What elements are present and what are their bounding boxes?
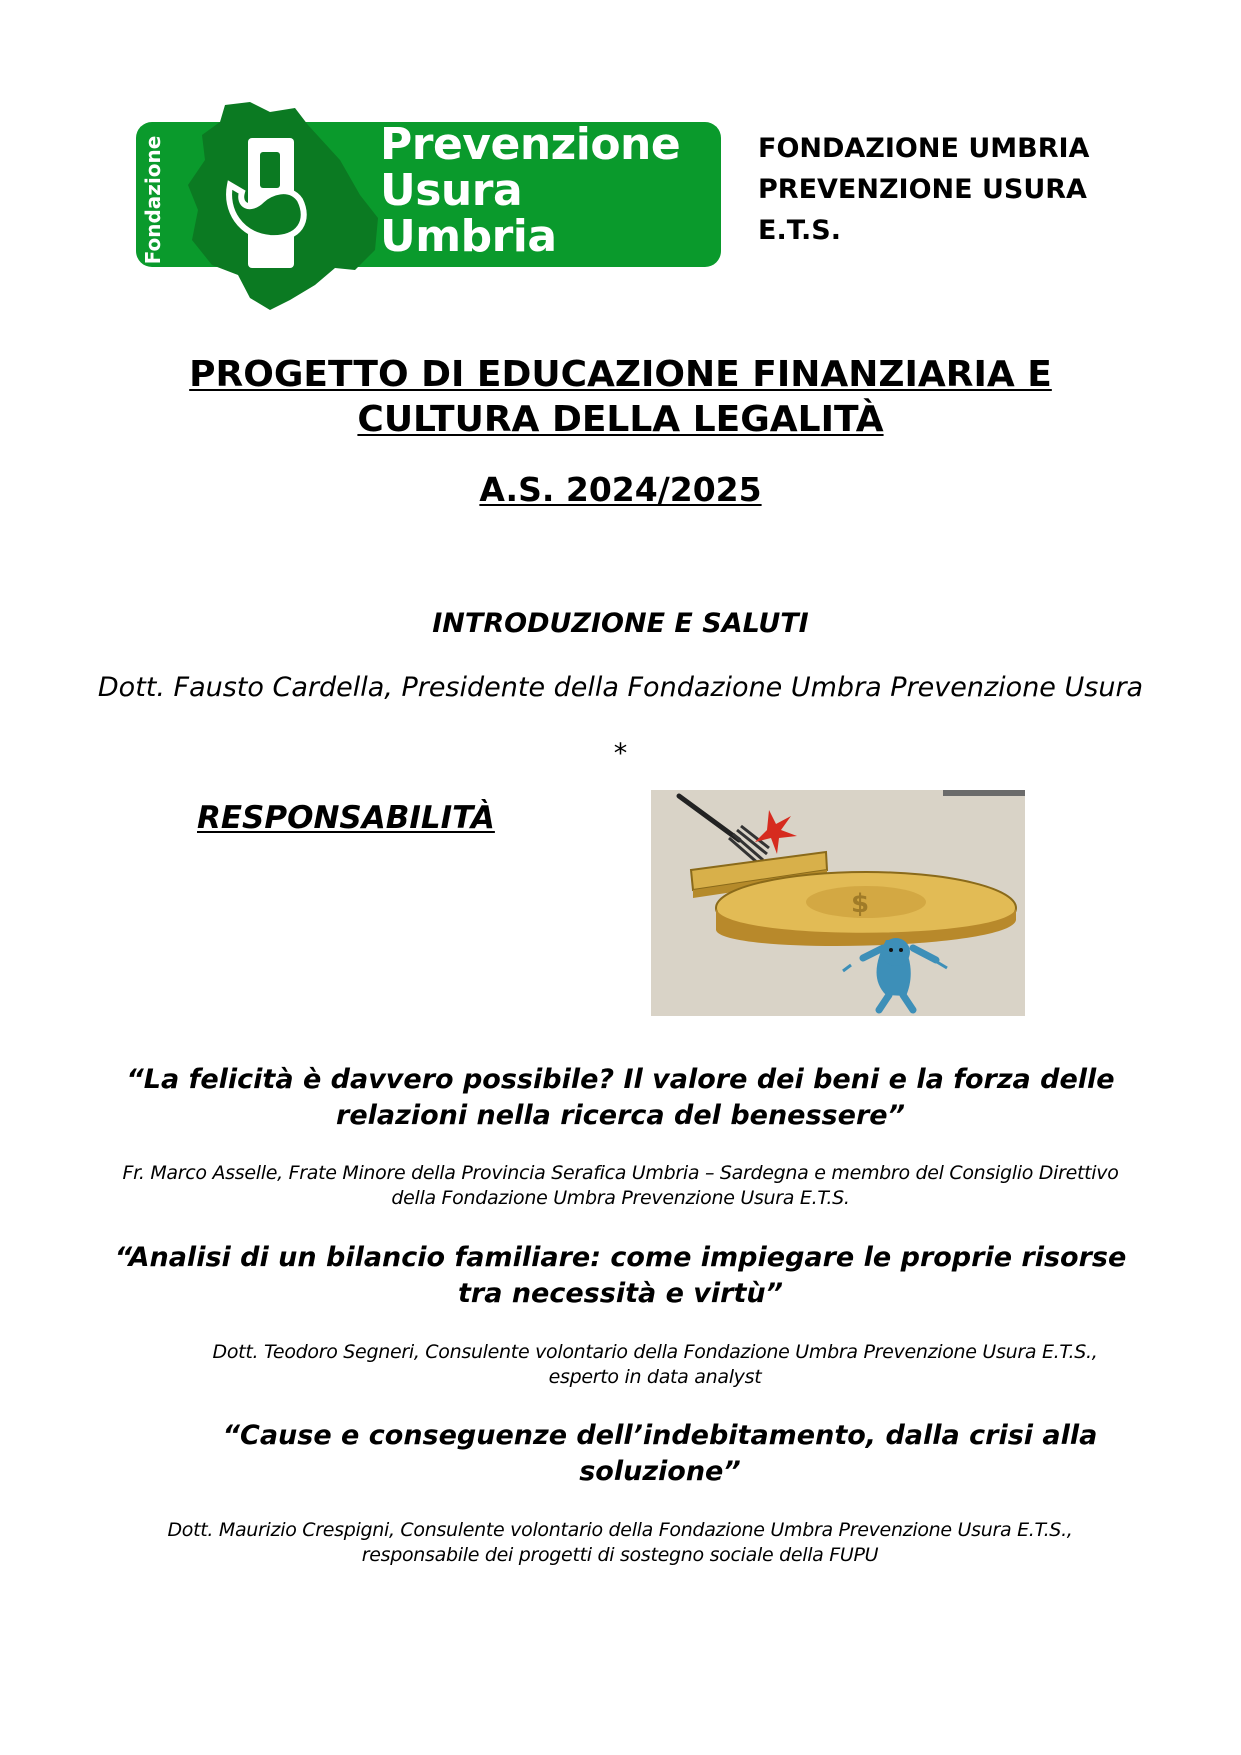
org-name-line-2: PREVENZIONE USURA (758, 174, 1087, 205)
org-name-block (758, 128, 1178, 251)
talk-2-speaker-line-2: esperto in data analyst (548, 1366, 762, 1388)
logo-line-2: Usura (380, 165, 523, 216)
talk-2-title-line-2: tra necessità e virtù” (457, 1278, 783, 1309)
talk-3-speaker-line-2: responsabile dei progetti di sostegno sociale della FUPU (361, 1544, 879, 1566)
school-year-text: A.S. 2024/2025 (479, 470, 762, 509)
talk-2-speaker-line-1: Dott. Teodoro Segneri, Consulente volontario della Fondazione Umbra Prevenzione Usura E.T.S., (212, 1341, 1098, 1363)
org-name-line-1: FONDAZIONE UMBRIA (758, 133, 1090, 164)
logo-line-3: Umbria (380, 211, 557, 262)
talk-2-title (0, 1240, 1241, 1312)
title-line-2: CULTURA DELLA LEGALITÀ (357, 399, 884, 440)
talk-3-speaker (150, 1518, 1090, 1568)
logo-line-1: Prevenzione (380, 119, 681, 170)
talk-2-title-line-1: “Analisi di un bilancio familiare: come impiegare le proprie risorse (114, 1242, 1127, 1273)
section-heading-text: RESPONSABILITÀ (197, 800, 495, 836)
talk-1-title-line-2: relazioni nella ricerca del benessere” (336, 1100, 905, 1131)
talk-3-title-line-1: “Cause e conseguenze dell’indebitamento, dalla crisi alla (222, 1420, 1098, 1451)
section-heading-responsabilita (197, 800, 495, 836)
intro-heading: INTRODUZIONE E SALUTI (432, 608, 809, 639)
title-line-1: PROGETTO DI EDUCAZIONE FINANZIARIA E (189, 354, 1052, 395)
talk-1-speaker (0, 1161, 1241, 1211)
foundation-logo (130, 100, 730, 315)
talk-3-title (220, 1418, 1100, 1490)
logo-fondazione-text: Fondazione (141, 135, 165, 265)
page-title (0, 352, 1241, 442)
separator-asterisk: * (613, 738, 628, 769)
talk-1-speaker-line-1: Fr. Marco Asselle, Frate Minore della Provincia Serafica Umbria – Sardegna e membro del Consiglio Direttivo (122, 1162, 1119, 1184)
svg-text:$: $ (851, 889, 870, 919)
coin-fork-burden-illustration (651, 790, 1025, 1016)
talk-3-title-line-2: soluzione” (579, 1456, 741, 1487)
org-name-line-3: E.T.S. (758, 215, 841, 246)
talk-3-speaker-line-1: Dott. Maurizio Crespigni, Consulente volontario della Fondazione Umbra Prevenzione Usura E.T.S., (167, 1519, 1073, 1541)
logo-wordmark (380, 119, 720, 262)
logo-vertical-label (133, 130, 173, 270)
talk-1-title-line-1: “La felicità è davvero possibile? Il valore dei beni e la forza delle (126, 1064, 1115, 1095)
talk-1-speaker-line-2: della Fondazione Umbra Prevenzione Usura E.T.S. (391, 1187, 850, 1209)
talk-2-speaker (210, 1340, 1100, 1390)
talk-1-title (0, 1062, 1241, 1134)
intro-speaker: Dott. Fausto Cardella, Presidente della Fondazione Umbra Prevenzione Usura (97, 672, 1144, 703)
school-year (0, 470, 1241, 509)
